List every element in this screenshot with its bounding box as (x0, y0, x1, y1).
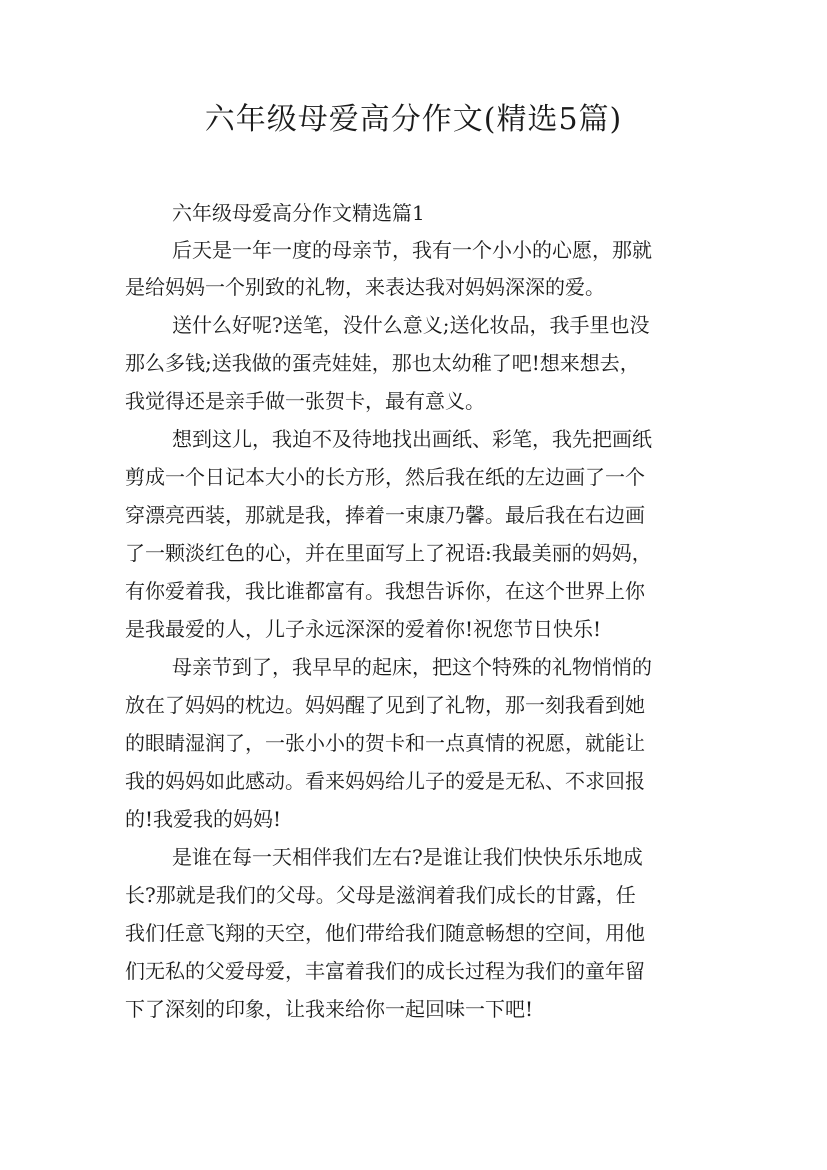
paragraph-line: 是给妈妈一个别致的礼物，来表达我对妈妈深深的爱。 (125, 275, 605, 299)
paragraph-line: 剪成一个日记本大小的长方形，然后我在纸的左边画了一个 (125, 465, 645, 489)
paragraph-line: 后天是一年一度的母亲节，我有一个小小的心愿，那就 (172, 238, 652, 262)
paragraph-line: 有你爱着我，我比谁都富有。我想告诉你，在这个世界上你 (125, 579, 645, 603)
paragraph-line: 下了深刻的印象，让我来给你一起回味一下吧! (125, 997, 534, 1021)
paragraph-line: 是谁在每一天相伴我们左右?是谁让我们快快乐乐地成 (172, 845, 643, 869)
paragraph-line: 想到这儿，我迫不及待地找出画纸、彩笔，我先把画纸 (172, 427, 652, 451)
paragraph-line: 我们任意飞翔的天空，他们带给我们随意畅想的空间，用他 (125, 921, 645, 945)
paragraph-line: 们无私的父爱母爱，丰富着我们的成长过程为我们的童年留 (125, 959, 645, 983)
paragraph-line: 的!我爱我的妈妈! (125, 807, 282, 831)
paragraph-line: 的眼睛湿润了，一张小小的贺卡和一点真情的祝愿，就能让 (125, 731, 645, 755)
paragraph-line: 穿漂亮西装，那就是我，捧着一束康乃馨。最后我在右边画 (125, 503, 645, 527)
document-title: 六年级母爱高分作文(精选5篇) (204, 102, 623, 137)
paragraph-line: 母亲节到了，我早早的起床，把这个特殊的礼物悄悄的 (172, 655, 652, 679)
paragraph-line: 了一颗淡红色的心，并在里面写上了祝语:我最美丽的妈妈， (125, 541, 652, 565)
paragraph-line: 我觉得还是亲手做一张贺卡，最有意义。 (125, 389, 485, 413)
paragraph-line: 我的妈妈如此感动。看来妈妈给儿子的爱是无私、不求回报 (125, 769, 645, 793)
paragraph-line: 长?那就是我们的父母。父母是滋润着我们成长的甘露，任 (125, 883, 636, 907)
paragraph-line: 送什么好呢?送笔，没什么意义;送化妆品，我手里也没 (172, 313, 650, 337)
paragraph-line: 那么多钱;送我做的蛋壳娃娃，那也太幼稚了吧!想来想去， (125, 351, 640, 375)
paragraph-line: 是我最爱的人，儿子永远深深的爱着你!祝您节日快乐! (125, 617, 602, 641)
paragraph-line: 放在了妈妈的枕边。妈妈醒了见到了礼物，那一刻我看到她 (125, 693, 645, 717)
section-heading: 六年级母爱高分作文精选篇1 (172, 201, 425, 225)
